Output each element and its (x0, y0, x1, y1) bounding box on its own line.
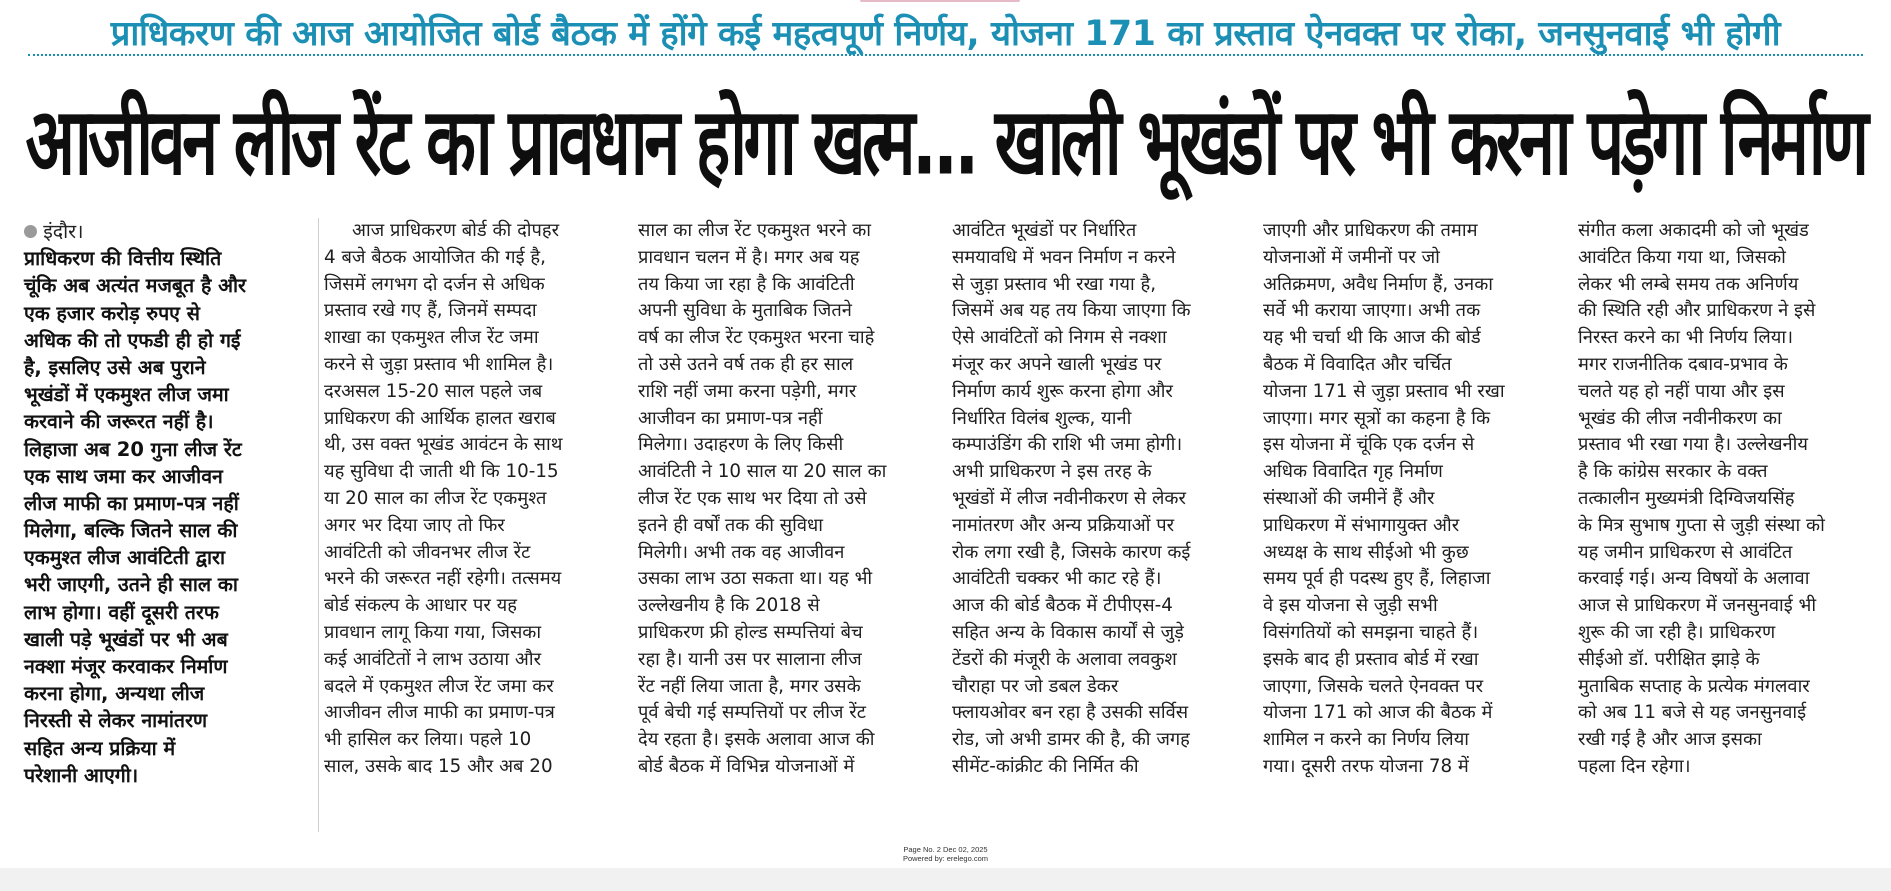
article-line: योजना 171 को आज की बैठक में (1263, 702, 1493, 724)
article-line: वर्ष का लीज रेंट एकमुश्त भरना चाहे (638, 327, 875, 349)
article-line: है, इसलिए उसे अब पुराने (24, 355, 206, 379)
article-line: से जुड़ा प्रस्ताव भी रखा गया है, (952, 273, 1157, 295)
article-line: गया। दूसरी तरफ योजना 78 में (1263, 755, 1469, 777)
article-line: इतने ही वर्षों तक की सुविधा (638, 514, 823, 536)
article-line: मुताबिक सप्ताह के प्रत्येक मंगलवार (1578, 675, 1810, 697)
article-line: प्रावधान लागू किया गया, जिसका (324, 621, 542, 643)
article-line: रखी गई है और आज इसका (1578, 729, 1762, 751)
article-column-3 (638, 218, 938, 781)
article-line: इस योजना में चूंकि एक दर्जन से (1263, 434, 1475, 456)
article-line: शुरू की जा रही है। प्राधिकरण (1578, 621, 1776, 643)
article-line: इसके बाद ही प्रस्ताव बोर्ड में रखा (1263, 648, 1479, 670)
page-footer (0, 845, 1891, 863)
article-line: रोड, जो अभी डामर की है, की जगह (952, 729, 1190, 751)
article-line: साल, उसके बाद 15 और अब 20 (324, 755, 553, 777)
article-line: लिहाजा अब 20 गुना लीज रेंट (24, 437, 242, 461)
article-line: साल का लीज रेंट एकमुश्त भरने का (638, 220, 872, 241)
article-line: लाभ होगा। वहीं दूसरी तरफ (24, 600, 219, 624)
article-column-6 (1578, 218, 1878, 781)
article-line: यह सुविधा दी जाती थी कि 10-15 (324, 461, 559, 483)
article-line: प्रस्ताव भी रखा गया है। उल्लेखनीय (1578, 434, 1809, 456)
article-line: मिलेगा। उदाहरण के लिए किसी (638, 434, 844, 456)
article-line: मिलेगा, बल्कि जितने साल की (24, 519, 238, 543)
article-line: संस्थाओं की जमीनें हैं और (1263, 487, 1435, 509)
article-line: कई आवंटितों ने लाभ उठाया और (324, 648, 542, 670)
article-line: आवंटिती चक्कर भी काट रहे हैं। (952, 568, 1162, 590)
article-line: एक हजार करोड़ रुपए से (24, 301, 200, 325)
article-line: ऐसे आवंटितों को निगम से नक्शा (952, 327, 1167, 349)
article-line: यह भी चर्चा थी कि आज की बोर्ड (1263, 327, 1481, 349)
article-line: अध्यक्ष के साथ सीईओ भी कुछ (1263, 541, 1469, 563)
article-line: बदले में एकमुश्त लीज रेंट जमा कर (324, 675, 554, 697)
article-line: आवंटित किया गया था, जिसको (1578, 246, 1786, 268)
article-column-lead (24, 218, 314, 789)
column-divider (318, 218, 319, 832)
article-line: यह जमीन प्राधिकरण से आवंटित (1578, 541, 1793, 563)
article-line: समय पूर्व ही पदस्थ हुए हैं, लिहाजा (1263, 568, 1491, 590)
article-line: समयावधि में भवन निर्माण न करने (952, 246, 1176, 268)
article-line: वे इस योजना से जुड़ी सभी (1263, 595, 1438, 617)
article-line: रेंट नहीं लिया जाता है, मगर उसके (638, 675, 861, 697)
article-column-4 (952, 218, 1252, 781)
article-line: निर्माण कार्य शुरू करना होगा और (952, 380, 1173, 402)
article-line: अतिक्रमण, अवैध निर्माण हैं, उनका (1263, 273, 1493, 295)
article-line: या 20 साल का लीज रेंट एकमुश्त (324, 487, 547, 509)
article-line: आज से प्राधिकरण में जनसुनवाई भी (1578, 595, 1817, 617)
article-line: उसका लाभ उठा सकता था। यह भी (638, 568, 873, 590)
article-line: जिसमें लगभग दो दर्जन से अधिक (324, 273, 545, 295)
article-line: सहित अन्य के विकास कार्यों से जुड़े (952, 621, 1184, 643)
article-line: खाली पड़े भूखंडों पर भी अब (24, 627, 228, 651)
article-line: करना होगा, अन्यथा लीज (24, 682, 205, 706)
article-line: टेंडरों की मंजूरी के अलावा लवकुश (952, 648, 1177, 670)
dateline (24, 218, 314, 245)
article-line: जाएगा, जिसके चलते ऐनवक्त पर (1263, 675, 1484, 697)
article-line: बोर्ड संकल्प के आधार पर यह (324, 595, 517, 617)
article-line: भूखंडों में लीज नवीनीकरण से लेकर (952, 487, 1186, 509)
article-line: पूर्व बेची गई सम्पत्तियों पर लीज रेंट (638, 702, 866, 724)
article-line: राशि नहीं जमा करना पड़ेगी, मगर (638, 380, 857, 402)
article-line: भूखंड की लीज नवीनीकरण का (1578, 407, 1782, 429)
article-line: अपनी सुविधा के मुताबिक जितने (638, 300, 852, 322)
article-line: रोक लगा रखी है, जिसके कारण कई (952, 541, 1191, 563)
article-line: प्रावधान चलन में है। मगर अब यह (638, 246, 860, 268)
article-line: जिसमें अब यह तय किया जाएगा कि (952, 300, 1191, 322)
article-line: मगर राजनीतिक दबाव-प्रभाव के (1578, 353, 1788, 375)
article-line: थी, उस वक्त भूखंड आवंटन के साथ (324, 434, 563, 456)
article-line: जाएगा। मगर सूत्रों का कहना है कि (1263, 407, 1491, 429)
article-line: एक साथ जमा कर आजीवन (24, 464, 223, 488)
article-line: रहा है। यानी उस पर सालाना लीज (638, 648, 862, 670)
article-line: आजीवन का प्रमाण-पत्र नहीं (638, 407, 823, 429)
article-line: अगर भर दिया जाए तो फिर (324, 514, 505, 536)
article-line: जाएगी और प्राधिकरण की तमाम (1263, 220, 1478, 241)
article-line: भरी जाएगी, उतने ही साल का (24, 573, 238, 597)
article-line: भी हासिल कर लिया। पहले 10 (324, 729, 532, 751)
article-line: निर्धारित विलंब शुल्क, यानी (952, 407, 1132, 429)
article-line: तय किया जा रहा है कि आवंटिती (638, 273, 855, 295)
article-line: भरने की जरूरत नहीं रहेगी। तत्समय (324, 568, 562, 590)
article-line: एकमुश्त लीज आवंटिती द्वारा (24, 546, 226, 570)
article-line: भूखंडों में एकमुश्त लीज जमा (24, 383, 229, 407)
article-line: सीमेंट-कांक्रीट की निर्मित की (952, 755, 1139, 777)
article-line: प्राधिकरण में संभागायुक्त और (1263, 514, 1460, 536)
article-line: आज प्राधिकरण बोर्ड की दोपहर (352, 220, 560, 241)
article-line: तो उसे उतने वर्ष तक ही हर साल (638, 353, 854, 375)
article-line: अभी प्राधिकरण ने इस तरह के (952, 461, 1152, 483)
article-line: सर्वे भी कराया जाएगा। अभी तक (1263, 300, 1481, 322)
article-line: दरअसल 15-20 साल पहले जब (324, 380, 543, 402)
article-line: फ्लायओवर बन रहा है उसकी सर्विस (952, 702, 1189, 724)
article-line: प्राधिकरण की आर्थिक हालत खराब (324, 407, 556, 429)
article-line: कम्पाउंडिंग की राशि भी जमा होगी। (952, 434, 1183, 456)
bullet-icon (24, 225, 37, 238)
powered-by: Powered by: erelego.com (902, 854, 989, 863)
article-line: नक्शा मंजूर करवाकर निर्माण (24, 655, 228, 678)
article-line: निरस्ती से लेकर नामांतरण (24, 709, 208, 733)
article-line: उल्लेखनीय है कि 2018 से (638, 595, 820, 617)
article-line: लीज माफी का प्रमाण-पत्र नहीं (24, 491, 239, 515)
article-line: शाखा का एकमुश्त लीज रेंट जमा (324, 327, 539, 349)
article-line: आवंटिती ने 10 साल या 20 साल का (638, 461, 887, 483)
article-line: बैठक में विवादित और चर्चित (1263, 353, 1452, 375)
article-line: 4 बजे बैठक आयोजित की गई है, (324, 246, 546, 268)
article-line: को अब 11 बजे से यह जनसुनवाई (1578, 702, 1807, 724)
main-headline: आजीवन लीज रेंट का प्रावधान होगा खत्म... खाली भूखंडों पर भी करना पड़ेगा निर्माण (25, 86, 1866, 195)
article-line: नामांतरण और अन्य प्रक्रियाओं पर (952, 514, 1175, 536)
article-line: बोर्ड बैठक में विभिन्न योजनाओं में (638, 755, 855, 777)
article-line: की स्थिति रही और प्राधिकरण ने इसे (1578, 300, 1816, 322)
article-line: आज की बोर्ड बैठक में टीपीएस-4 (952, 595, 1173, 617)
article-column-2 (324, 218, 624, 781)
article-line: योजनाओं में जमीनों पर जो (1263, 246, 1440, 268)
article-line: लीज रेंट एक साथ भर दिया तो उसे (638, 487, 867, 509)
article-line: मंजूर कर अपने खाली भूखंड पर (952, 353, 1162, 375)
article-line: आवंटिती को जीवनभर लीज रेंट (324, 541, 531, 563)
dateline-text: इंदौर। (43, 220, 84, 243)
page-info: Page No. 2 Dec 02, 2025 (903, 845, 988, 854)
article-line: चूंकि अब अत्यंत मजबूत है और (24, 274, 247, 298)
article-line: सीईओ डॉ. परीक्षित झाड़े के (1578, 648, 1760, 670)
article-line: सहित अन्य प्रक्रिया में (24, 736, 176, 760)
article-line: प्राधिकरण फ्री होल्ड सम्पत्तियां बेच (638, 621, 863, 643)
article-line: अधिक विवादित गृह निर्माण (1263, 461, 1443, 483)
article-line: आवंटित भूखंडों पर निर्धारित (952, 220, 1137, 241)
article-line: करवाई गई। अन्य विषयों के अलावा (1578, 568, 1810, 590)
masthead-fragment (860, 0, 1020, 2)
article-line: के मित्र सुभाष गुप्ता से जुड़ी संस्था को (1578, 514, 1825, 536)
article-line: परेशानी आएगी। (24, 763, 139, 787)
article-line: लेकर भी लम्बे समय तक अनिर्णय (1578, 273, 1799, 295)
article-line: प्राधिकरण की वित्तीय स्थिति (24, 247, 222, 271)
article-line: योजना 171 से जुड़ा प्रस्ताव भी रखा (1263, 380, 1505, 402)
article-line: चलते यह हो नहीं पाया और इस (1578, 380, 1785, 402)
article-line: चौराहा पर जो डबल डेकर (952, 675, 1119, 697)
article-line: अधिक की तो एफडी ही हो गई (24, 328, 241, 352)
article-line: शामिल न करने का निर्णय लिया (1263, 729, 1470, 751)
article-line: मिलेगी। अभी तक वह आजीवन (638, 541, 845, 563)
article-line: है कि कांग्रेस सरकार के वक्त (1578, 461, 1768, 483)
article-line: करने से जुड़ा प्रस्ताव भी शामिल है। (324, 353, 554, 375)
article-line: निरस्त करने का भी निर्णय लिया। (1578, 327, 1794, 349)
article-line: करवाने की जरूरत नहीं है। (24, 410, 214, 434)
article-line: प्रस्ताव रखे गए हैं, जिनमें सम्पदा (324, 300, 537, 322)
kicker-headline: प्राधिकरण की आज आयोजित बोर्ड बैठक में होंगे कई महत्वपूर्ण निर्णय, योजना 171 का प्रस्ताव ऐनवक्त पर रोका, जनसुनवाई भी होगी (110, 13, 1781, 54)
article-line: संगीत कला अकादमी को जो भूखंड (1578, 220, 1809, 241)
article-line: आजीवन लीज माफी का प्रमाण-पत्र (324, 702, 555, 724)
article-line: तत्कालीन मुख्यमंत्री दिग्विजयसिंह (1578, 487, 1795, 509)
article-column-5 (1263, 218, 1563, 781)
article-line: देय रहता है। इसके अलावा आज की (638, 729, 875, 751)
page-bottom-edge (0, 868, 1891, 891)
article-line: पहला दिन रहेगा। (1578, 755, 1691, 777)
article-line: विसंगतियों को समझना चाहते हैं। (1263, 621, 1479, 643)
